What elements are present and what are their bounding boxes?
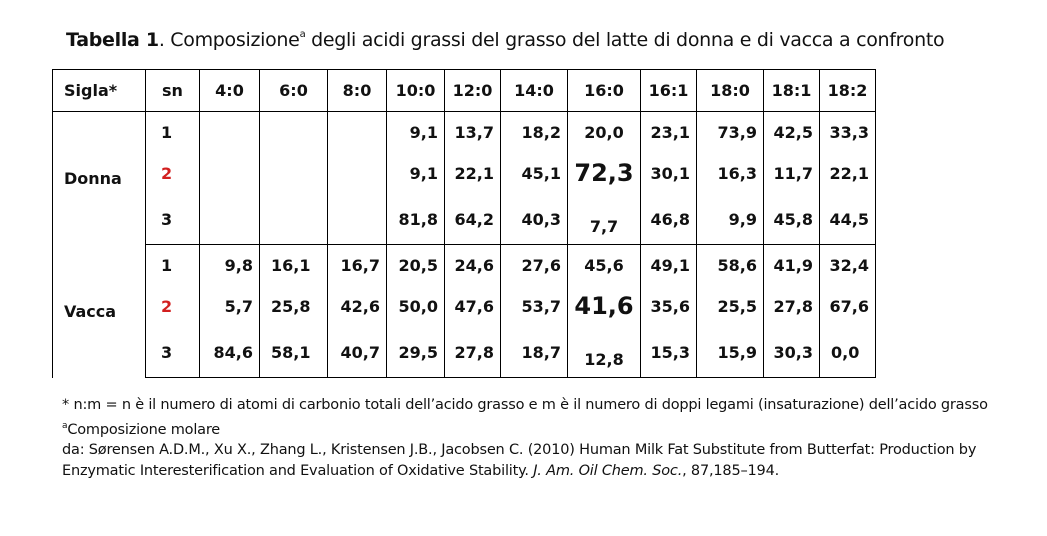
value-cell: 67,6 — [820, 285, 876, 327]
value-cell: 16,7 — [328, 245, 387, 286]
table-notes — [62, 395, 988, 481]
header-cell: 18:0 — [697, 70, 764, 112]
table-row — [53, 112, 876, 153]
table-header-row — [53, 70, 876, 112]
value-cell: 42,5 — [764, 112, 820, 153]
table-row — [53, 245, 876, 286]
value-cell: 41,9 — [764, 245, 820, 286]
value-cell: 64,2 — [445, 194, 501, 245]
value-cell: 33,3 — [820, 112, 876, 153]
value-cell: 44,5 — [820, 194, 876, 245]
table-row — [53, 327, 876, 378]
value-cell: 40,3 — [501, 194, 568, 245]
value-cell: 27,6 — [501, 245, 568, 286]
value-cell: 58,1 — [260, 327, 328, 378]
note-abbreviation: * n:m = n è il numero di atomi di carbonio totali dell’acido grasso e m è il numero di doppi legami (insaturazione) dell’acido grasso — [62, 397, 988, 413]
sn-cell: 3 — [146, 327, 200, 378]
value-cell: 49,1 — [641, 245, 697, 286]
value-cell: 45,6 — [568, 245, 641, 286]
note-source-line1: da: Sørensen A.D.M., Xu X., Zhang L., Kristensen J.B., Jacobsen C. (2010) Human Milk Fat Substitute from Butterfat: Production by — [62, 442, 977, 458]
value-cell: 84,6 — [200, 327, 260, 378]
value-cell — [200, 194, 260, 245]
fatty-acid-table — [52, 69, 876, 378]
table-row — [53, 285, 876, 327]
value-cell: 20,0 — [568, 112, 641, 153]
value-cell: 9,1 — [387, 152, 445, 194]
header-cell: 18:2 — [820, 70, 876, 112]
value-cell: 5,7 — [200, 285, 260, 327]
header-cell: 4:0 — [200, 70, 260, 112]
value-cell: 47,6 — [445, 285, 501, 327]
table-caption — [66, 29, 944, 51]
table-row — [53, 152, 876, 194]
value-cell: 50,0 — [387, 285, 445, 327]
value-cell — [200, 152, 260, 194]
value-cell — [200, 112, 260, 153]
header-cell: 14:0 — [501, 70, 568, 112]
header-cell: 18:1 — [764, 70, 820, 112]
value-cell: 16,1 — [260, 245, 328, 286]
caption-text: . Composizione — [158, 29, 300, 51]
source-text: Enzymatic Interesterification and Evaluation of Oxidative Stability. — [62, 462, 534, 479]
value-cell: 18,2 — [501, 112, 568, 153]
value-cell-highlight: 41,6 — [568, 285, 641, 327]
value-cell: 16,3 — [697, 152, 764, 194]
value-cell: 25,8 — [260, 285, 328, 327]
value-cell — [328, 112, 387, 153]
value-cell: 13,7 — [445, 112, 501, 153]
note-molar — [62, 416, 988, 441]
value-cell: 9,9 — [697, 194, 764, 245]
caption-text-rest: degli acidi grassi del grasso del latte di donna e di vacca a confronto — [305, 29, 945, 51]
value-cell: 42,6 — [328, 285, 387, 327]
group-label: Donna — [53, 112, 146, 245]
header-cell: 16:1 — [641, 70, 697, 112]
sn-cell: 1 — [146, 245, 200, 286]
sn-cell: 3 — [146, 194, 200, 245]
note-source-line2 — [62, 461, 988, 482]
value-cell: 23,1 — [641, 112, 697, 153]
caption-label: Tabella 1 — [66, 29, 159, 51]
value-cell: 15,3 — [641, 327, 697, 378]
value-cell: 15,9 — [697, 327, 764, 378]
value-cell: 40,7 — [328, 327, 387, 378]
value-cell: 45,8 — [764, 194, 820, 245]
group-label: Vacca — [53, 245, 146, 378]
value-cell: 0,0 — [820, 327, 876, 378]
group-vacca — [53, 245, 876, 378]
value-cell: 29,5 — [387, 327, 445, 378]
header-cell: Sigla* — [53, 70, 146, 112]
value-cell: 20,5 — [387, 245, 445, 286]
value-cell: 11,7 — [764, 152, 820, 194]
header-cell: 12:0 — [445, 70, 501, 112]
header-cell: 10:0 — [387, 70, 445, 112]
value-cell: 7,7 — [568, 194, 641, 245]
table-row — [53, 194, 876, 245]
value-cell-highlight: 72,3 — [568, 152, 641, 194]
value-cell: 73,9 — [697, 112, 764, 153]
value-cell — [260, 152, 328, 194]
value-cell: 27,8 — [445, 327, 501, 378]
source-pages: , 87,185–194. — [682, 462, 779, 479]
sn-cell: 2 — [146, 285, 200, 327]
value-cell: 35,6 — [641, 285, 697, 327]
header-cell: 16:0 — [568, 70, 641, 112]
note-molar-text: Composizione molare — [67, 421, 221, 438]
value-cell: 81,8 — [387, 194, 445, 245]
value-cell: 30,3 — [764, 327, 820, 378]
value-cell: 45,1 — [501, 152, 568, 194]
value-cell: 32,4 — [820, 245, 876, 286]
value-cell: 25,5 — [697, 285, 764, 327]
value-cell: 18,7 — [501, 327, 568, 378]
sn-cell: 2 — [146, 152, 200, 194]
value-cell — [328, 194, 387, 245]
value-cell: 9,8 — [200, 245, 260, 286]
value-cell: 22,1 — [820, 152, 876, 194]
value-cell: 9,1 — [387, 112, 445, 153]
journal-name: J. Am. Oil Chem. Soc. — [533, 462, 683, 479]
header-cell: 8:0 — [328, 70, 387, 112]
value-cell — [260, 194, 328, 245]
note-footnote-mark: a — [62, 420, 68, 431]
value-cell: 30,1 — [641, 152, 697, 194]
value-cell — [328, 152, 387, 194]
value-cell: 27,8 — [764, 285, 820, 327]
value-cell: 12,8 — [568, 327, 641, 378]
header-cell: 6:0 — [260, 70, 328, 112]
value-cell: 22,1 — [445, 152, 501, 194]
caption-footnote-mark: a — [299, 29, 306, 40]
value-cell: 53,7 — [501, 285, 568, 327]
value-cell: 46,8 — [641, 194, 697, 245]
header-cell: sn — [146, 70, 200, 112]
value-cell: 58,6 — [697, 245, 764, 286]
group-donna — [53, 112, 876, 245]
sn-cell: 1 — [146, 112, 200, 153]
value-cell: 24,6 — [445, 245, 501, 286]
value-cell — [260, 112, 328, 153]
